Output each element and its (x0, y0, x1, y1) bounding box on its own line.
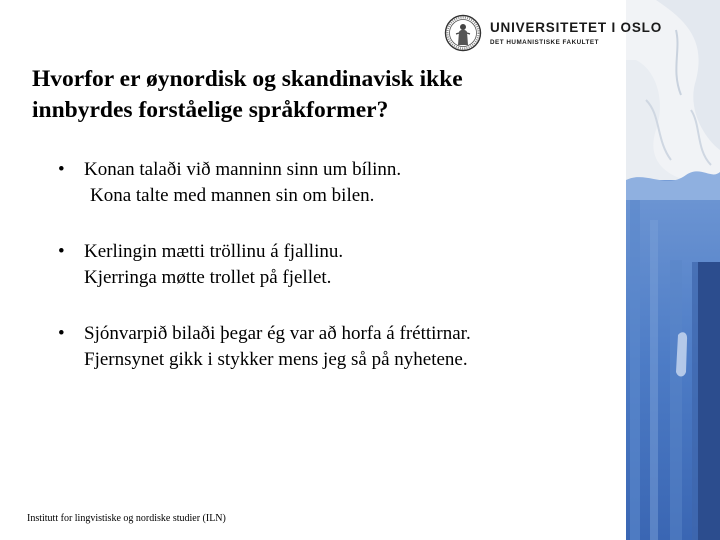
slide-title-line: Hvorfor er øynordisk og skandinavisk ikke (32, 66, 463, 92)
norwegian-translation: Fjernsynet gikk i stykker mens jeg så på nyhetene. (84, 349, 468, 370)
bullet-marker: • (58, 241, 65, 262)
university-seal-icon (444, 14, 482, 52)
slide-title (32, 64, 592, 126)
norwegian-translation: Kjerringa møtte trollet på fjellet. (84, 267, 332, 288)
icelandic-sentence: Konan talaði við manninn sinn um bílinn. (84, 159, 402, 180)
list-item (60, 157, 620, 209)
footer-text: Institutt for lingvistiske og nordiske studier (ILN) (27, 513, 226, 524)
icelandic-sentence: Kerlingin mætti tröllinu á fjallinu. (84, 241, 344, 262)
norwegian-translation: Kona talte med mannen sin om bilen. (90, 185, 375, 206)
faculty-name: DET HUMANISTISKE FAKULTET (490, 39, 599, 46)
slide-title-line: innbyrdes forståelige språkformer? (32, 97, 389, 123)
institution-name: UNIVERSITETET I OSLO (490, 20, 663, 35)
bullet-marker: • (58, 323, 65, 344)
bullet-list (60, 157, 620, 403)
bullet-marker: • (58, 159, 65, 180)
icelandic-sentence: Sjónvarpið bilaði þegar ég var að horfa á fréttirnar. (84, 323, 471, 344)
list-item (60, 239, 620, 291)
decorative-side-strip (626, 0, 720, 540)
list-item (60, 321, 620, 373)
